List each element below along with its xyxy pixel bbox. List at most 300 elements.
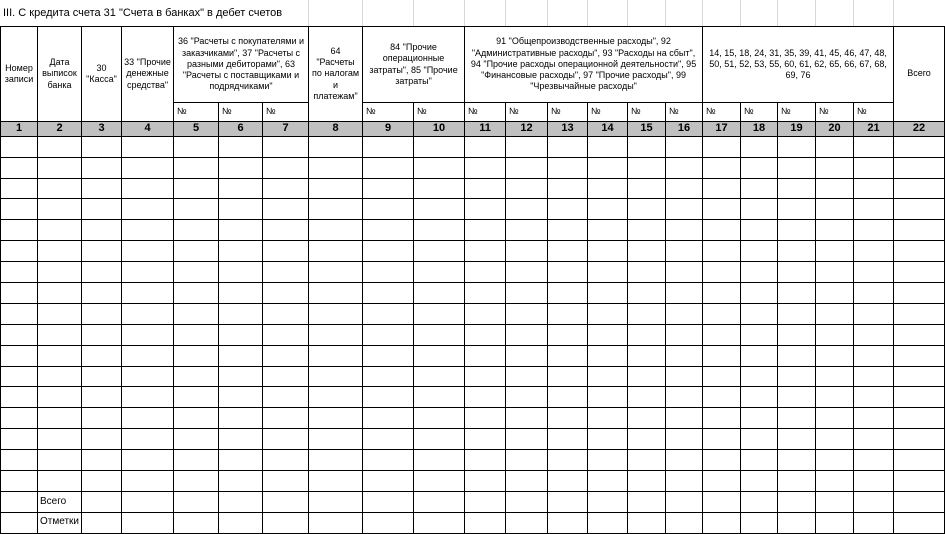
table-cell[interactable] [263, 450, 309, 471]
table-cell[interactable] [741, 241, 778, 262]
table-cell[interactable] [122, 429, 174, 450]
table-cell[interactable] [363, 136, 414, 157]
table-cell[interactable] [894, 220, 945, 241]
table-cell[interactable] [588, 178, 628, 199]
table-cell[interactable] [309, 429, 363, 450]
table-cell[interactable] [363, 282, 414, 303]
table-cell[interactable] [741, 303, 778, 324]
table-cell[interactable] [122, 199, 174, 220]
table-cell[interactable] [506, 408, 548, 429]
table-cell[interactable] [548, 178, 588, 199]
table-cell[interactable] [219, 178, 263, 199]
table-cell[interactable] [1, 157, 38, 178]
table-cell[interactable] [219, 512, 263, 533]
table-cell[interactable] [465, 491, 506, 512]
table-cell[interactable] [414, 471, 465, 492]
table-cell[interactable] [309, 324, 363, 345]
table-cell[interactable] [414, 241, 465, 262]
table-cell[interactable] [628, 178, 666, 199]
table-cell[interactable] [82, 450, 122, 471]
table-cell[interactable] [263, 157, 309, 178]
table-cell[interactable] [506, 387, 548, 408]
table-cell[interactable] [363, 450, 414, 471]
table-cell[interactable] [778, 324, 816, 345]
table-cell[interactable] [122, 220, 174, 241]
table-cell[interactable] [854, 471, 894, 492]
table-cell[interactable] [588, 429, 628, 450]
table-cell[interactable] [38, 220, 82, 241]
table-cell[interactable] [1, 491, 38, 512]
table-cell[interactable] [122, 471, 174, 492]
table-cell[interactable] [174, 408, 219, 429]
table-cell[interactable] [174, 220, 219, 241]
table-cell[interactable] [506, 199, 548, 220]
table-cell[interactable] [122, 387, 174, 408]
table-cell[interactable] [465, 450, 506, 471]
table-cell[interactable] [219, 303, 263, 324]
table-cell[interactable] [703, 136, 741, 157]
table-cell[interactable] [414, 136, 465, 157]
table-cell[interactable] [174, 262, 219, 283]
table-cell[interactable] [506, 471, 548, 492]
table-cell[interactable] [816, 220, 854, 241]
table-cell[interactable] [174, 471, 219, 492]
table-cell[interactable] [588, 512, 628, 533]
table-cell[interactable] [363, 471, 414, 492]
table-cell[interactable] [741, 429, 778, 450]
table-cell[interactable] [174, 324, 219, 345]
table-cell[interactable] [174, 491, 219, 512]
table-cell[interactable] [628, 429, 666, 450]
table-cell[interactable] [122, 136, 174, 157]
table-cell[interactable] [38, 157, 82, 178]
table-cell[interactable] [666, 303, 703, 324]
table-cell[interactable] [263, 471, 309, 492]
table-cell[interactable] [854, 512, 894, 533]
table-cell[interactable] [894, 450, 945, 471]
table-cell[interactable] [82, 220, 122, 241]
table-cell[interactable] [778, 471, 816, 492]
table-cell[interactable] [38, 178, 82, 199]
table-cell[interactable] [465, 512, 506, 533]
table-cell[interactable] [219, 220, 263, 241]
table-cell[interactable] [548, 303, 588, 324]
table-cell[interactable] [122, 512, 174, 533]
table-cell[interactable] [588, 262, 628, 283]
table-cell[interactable] [588, 282, 628, 303]
table-cell[interactable] [82, 491, 122, 512]
table-cell[interactable] [741, 262, 778, 283]
table-cell[interactable] [666, 408, 703, 429]
table-cell[interactable] [122, 408, 174, 429]
table-cell[interactable] [506, 282, 548, 303]
table-cell[interactable] [666, 345, 703, 366]
table-cell[interactable] [82, 303, 122, 324]
table-cell[interactable] [703, 491, 741, 512]
table-cell[interactable] [263, 282, 309, 303]
table-cell[interactable] [38, 345, 82, 366]
table-cell[interactable] [778, 387, 816, 408]
table-cell[interactable] [1, 262, 38, 283]
table-cell[interactable] [548, 220, 588, 241]
table-cell[interactable] [548, 471, 588, 492]
table-cell[interactable] [38, 241, 82, 262]
table-cell[interactable] [1, 199, 38, 220]
table-cell[interactable] [82, 136, 122, 157]
table-cell[interactable] [588, 387, 628, 408]
table-cell[interactable] [588, 199, 628, 220]
table-cell[interactable] [82, 512, 122, 533]
table-cell[interactable] [548, 262, 588, 283]
table-cell[interactable] [703, 408, 741, 429]
table-cell[interactable] [1, 324, 38, 345]
table-cell[interactable] [894, 345, 945, 366]
table-cell[interactable] [309, 241, 363, 262]
table-cell[interactable] [263, 491, 309, 512]
table-cell[interactable] [816, 324, 854, 345]
table-cell[interactable] [263, 324, 309, 345]
table-cell[interactable] [894, 282, 945, 303]
table-cell[interactable] [628, 136, 666, 157]
table-cell[interactable] [666, 429, 703, 450]
table-cell[interactable] [854, 282, 894, 303]
table-cell[interactable] [122, 345, 174, 366]
table-cell[interactable] [219, 157, 263, 178]
table-cell[interactable] [414, 157, 465, 178]
table-cell[interactable] [548, 512, 588, 533]
table-cell[interactable] [82, 345, 122, 366]
table-cell[interactable] [894, 324, 945, 345]
table-cell[interactable] [219, 387, 263, 408]
table-cell[interactable] [122, 491, 174, 512]
table-cell[interactable] [309, 282, 363, 303]
table-cell[interactable] [666, 220, 703, 241]
table-cell[interactable] [1, 512, 38, 533]
table-cell[interactable] [854, 491, 894, 512]
table-cell[interactable] [465, 366, 506, 387]
table-cell[interactable] [666, 282, 703, 303]
table-cell[interactable] [465, 220, 506, 241]
table-cell[interactable] [703, 324, 741, 345]
table-cell[interactable] [588, 303, 628, 324]
table-cell[interactable] [122, 178, 174, 199]
table-cell[interactable] [894, 512, 945, 533]
table-cell[interactable] [854, 199, 894, 220]
table-cell[interactable] [816, 241, 854, 262]
table-cell[interactable] [778, 512, 816, 533]
table-cell[interactable] [174, 241, 219, 262]
table-cell[interactable] [363, 303, 414, 324]
table-cell[interactable] [309, 220, 363, 241]
table-cell[interactable] [854, 366, 894, 387]
table-cell[interactable] [82, 282, 122, 303]
table-cell[interactable] [506, 178, 548, 199]
table-cell[interactable] [588, 324, 628, 345]
table-cell[interactable] [628, 157, 666, 178]
table-cell[interactable] [309, 157, 363, 178]
table-cell[interactable] [588, 491, 628, 512]
table-cell[interactable] [741, 366, 778, 387]
table-cell[interactable] [816, 262, 854, 283]
table-cell[interactable] [38, 324, 82, 345]
table-cell[interactable] [465, 199, 506, 220]
table-cell[interactable] [1, 282, 38, 303]
table-cell[interactable] [414, 220, 465, 241]
table-cell[interactable] [778, 199, 816, 220]
table-cell[interactable] [309, 178, 363, 199]
table-cell[interactable] [854, 241, 894, 262]
table-cell[interactable] [741, 282, 778, 303]
table-cell[interactable] [174, 303, 219, 324]
table-cell[interactable] [263, 387, 309, 408]
table-cell[interactable] [465, 471, 506, 492]
table-cell[interactable] [506, 512, 548, 533]
table-cell[interactable] [588, 450, 628, 471]
table-cell[interactable] [506, 303, 548, 324]
table-cell[interactable] [122, 366, 174, 387]
table-cell[interactable] [219, 262, 263, 283]
table-cell[interactable] [1, 345, 38, 366]
table-cell[interactable] [506, 366, 548, 387]
table-cell[interactable] [465, 303, 506, 324]
table-cell[interactable] [588, 471, 628, 492]
table-cell[interactable] [703, 366, 741, 387]
table-cell[interactable] [174, 199, 219, 220]
table-cell[interactable] [1, 408, 38, 429]
table-cell[interactable] [263, 366, 309, 387]
table-cell[interactable] [703, 262, 741, 283]
table-cell[interactable] [894, 157, 945, 178]
table-cell[interactable] [816, 303, 854, 324]
table-cell[interactable] [414, 408, 465, 429]
table-cell[interactable] [414, 324, 465, 345]
table-cell[interactable] [309, 408, 363, 429]
table-cell[interactable] [82, 408, 122, 429]
table-cell[interactable] [778, 241, 816, 262]
table-cell[interactable] [778, 157, 816, 178]
table-cell[interactable] [506, 491, 548, 512]
table-cell[interactable] [309, 387, 363, 408]
table-cell[interactable] [778, 136, 816, 157]
table-cell[interactable] [506, 157, 548, 178]
table-cell[interactable] [414, 199, 465, 220]
table-cell[interactable] [1, 178, 38, 199]
table-cell[interactable] [816, 429, 854, 450]
table-cell[interactable] [894, 491, 945, 512]
table-cell[interactable] [666, 241, 703, 262]
table-cell[interactable] [309, 512, 363, 533]
table-cell[interactable] [548, 387, 588, 408]
table-cell[interactable] [588, 366, 628, 387]
table-cell[interactable] [263, 220, 309, 241]
table-cell[interactable] [703, 512, 741, 533]
table-cell[interactable] [778, 408, 816, 429]
table-cell[interactable] [894, 199, 945, 220]
table-cell[interactable] [414, 491, 465, 512]
table-cell[interactable] [263, 262, 309, 283]
table-cell[interactable] [414, 178, 465, 199]
table-cell[interactable] [465, 136, 506, 157]
table-cell[interactable] [741, 136, 778, 157]
table-cell[interactable] [778, 262, 816, 283]
table-cell[interactable] [309, 136, 363, 157]
table-cell[interactable] [741, 345, 778, 366]
table-cell[interactable] [1, 387, 38, 408]
table-cell[interactable] [506, 429, 548, 450]
table-cell[interactable] [174, 366, 219, 387]
table-cell[interactable] [363, 429, 414, 450]
table-cell[interactable] [548, 282, 588, 303]
table-cell[interactable] [666, 199, 703, 220]
table-cell[interactable] [548, 429, 588, 450]
table-cell[interactable] [414, 262, 465, 283]
table-cell[interactable] [263, 429, 309, 450]
table-cell[interactable] [666, 450, 703, 471]
table-cell[interactable] [894, 471, 945, 492]
table-cell[interactable] [309, 199, 363, 220]
table-cell[interactable] [38, 387, 82, 408]
table-cell[interactable] [363, 366, 414, 387]
table-cell[interactable] [465, 345, 506, 366]
table-cell[interactable] [894, 262, 945, 283]
table-cell[interactable] [38, 262, 82, 283]
table-cell[interactable] [219, 282, 263, 303]
table-cell[interactable] [588, 345, 628, 366]
table-cell[interactable] [741, 491, 778, 512]
table-cell[interactable] [854, 324, 894, 345]
table-cell[interactable] [506, 450, 548, 471]
table-cell[interactable] [703, 429, 741, 450]
table-cell[interactable] [38, 408, 82, 429]
table-cell[interactable] [741, 324, 778, 345]
table-cell[interactable] [741, 408, 778, 429]
table-cell[interactable] [666, 157, 703, 178]
table-cell[interactable] [741, 220, 778, 241]
table-cell[interactable] [219, 136, 263, 157]
table-cell[interactable] [703, 387, 741, 408]
table-cell[interactable] [1, 471, 38, 492]
table-cell[interactable] [741, 387, 778, 408]
table-cell[interactable] [219, 408, 263, 429]
table-cell[interactable] [363, 178, 414, 199]
table-cell[interactable] [548, 491, 588, 512]
table-cell[interactable] [363, 324, 414, 345]
table-cell[interactable] [854, 345, 894, 366]
table-cell[interactable] [263, 408, 309, 429]
table-cell[interactable] [628, 220, 666, 241]
table-cell[interactable] [122, 241, 174, 262]
table-cell[interactable] [741, 512, 778, 533]
table-cell[interactable] [122, 303, 174, 324]
table-cell[interactable] [465, 178, 506, 199]
table-cell[interactable] [628, 199, 666, 220]
table-cell[interactable] [703, 199, 741, 220]
table-cell[interactable] [1, 450, 38, 471]
table-cell[interactable] [588, 241, 628, 262]
table-cell[interactable] [588, 136, 628, 157]
table-cell[interactable] [414, 429, 465, 450]
table-cell[interactable] [363, 220, 414, 241]
table-cell[interactable] [703, 157, 741, 178]
table-cell[interactable] [854, 157, 894, 178]
table-cell[interactable] [741, 157, 778, 178]
table-cell[interactable] [174, 387, 219, 408]
table-cell[interactable] [309, 491, 363, 512]
table-cell[interactable] [816, 408, 854, 429]
table-cell[interactable] [816, 491, 854, 512]
table-cell[interactable] [506, 345, 548, 366]
table-cell[interactable] [628, 282, 666, 303]
table-cell[interactable] [628, 387, 666, 408]
table-cell[interactable] [666, 471, 703, 492]
table-cell[interactable] [122, 282, 174, 303]
table-cell[interactable] [219, 491, 263, 512]
table-cell[interactable] [628, 450, 666, 471]
table-cell[interactable] [219, 366, 263, 387]
table-cell[interactable] [628, 303, 666, 324]
table-cell[interactable] [465, 429, 506, 450]
table-cell[interactable] [263, 345, 309, 366]
table-cell[interactable] [506, 262, 548, 283]
table-cell[interactable] [778, 282, 816, 303]
table-cell[interactable] [854, 429, 894, 450]
table-cell[interactable] [309, 345, 363, 366]
table-cell[interactable] [548, 345, 588, 366]
table-cell[interactable] [122, 157, 174, 178]
table-cell[interactable] [666, 136, 703, 157]
table-cell[interactable] [628, 512, 666, 533]
table-cell[interactable] [666, 512, 703, 533]
table-cell[interactable] [1, 241, 38, 262]
table-cell[interactable] [628, 262, 666, 283]
table-cell[interactable] [363, 345, 414, 366]
table-cell[interactable] [1, 303, 38, 324]
table-cell[interactable] [894, 429, 945, 450]
table-cell[interactable] [854, 450, 894, 471]
table-cell[interactable] [666, 178, 703, 199]
table-cell[interactable] [309, 366, 363, 387]
table-cell[interactable] [263, 512, 309, 533]
table-cell[interactable] [414, 450, 465, 471]
table-cell[interactable] [174, 282, 219, 303]
table-cell[interactable] [38, 136, 82, 157]
table-cell[interactable] [741, 450, 778, 471]
table-cell[interactable] [628, 366, 666, 387]
table-cell[interactable] [816, 387, 854, 408]
table-cell[interactable] [219, 324, 263, 345]
table-cell[interactable] [363, 199, 414, 220]
table-cell[interactable] [1, 220, 38, 241]
table-cell[interactable] [894, 366, 945, 387]
table-cell[interactable] [703, 178, 741, 199]
table-cell[interactable] [894, 303, 945, 324]
table-cell[interactable] [38, 471, 82, 492]
table-cell[interactable] [816, 450, 854, 471]
table-cell[interactable] [703, 241, 741, 262]
table-cell[interactable] [548, 241, 588, 262]
table-cell[interactable] [506, 220, 548, 241]
table-cell[interactable] [82, 199, 122, 220]
table-cell[interactable] [778, 345, 816, 366]
table-cell[interactable] [263, 199, 309, 220]
table-cell[interactable] [548, 324, 588, 345]
table-cell[interactable] [816, 512, 854, 533]
table-cell[interactable] [465, 157, 506, 178]
table-cell[interactable] [666, 262, 703, 283]
table-cell[interactable] [465, 408, 506, 429]
table-cell[interactable] [703, 303, 741, 324]
table-cell[interactable] [854, 387, 894, 408]
